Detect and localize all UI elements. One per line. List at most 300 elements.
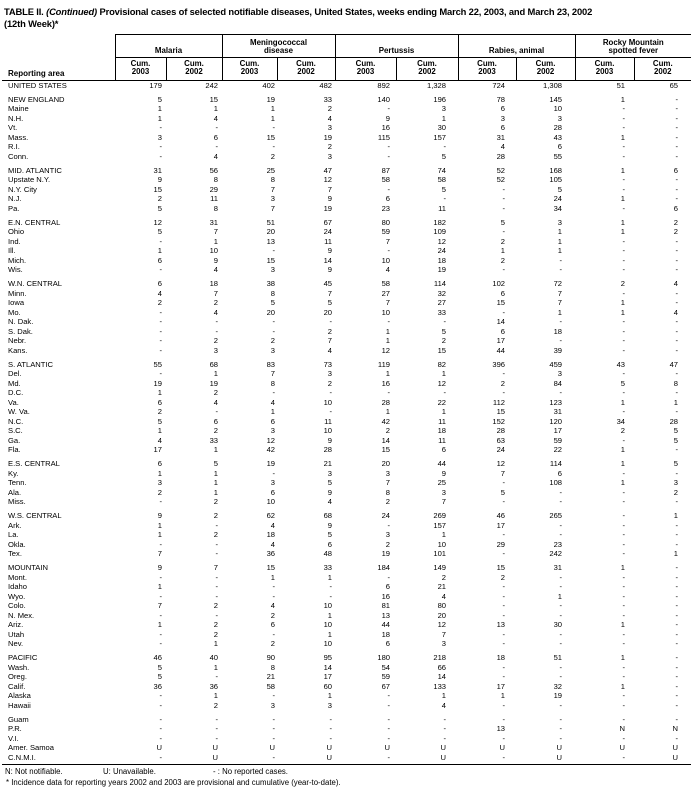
value-cell: 6 <box>500 123 506 133</box>
value-cell: - <box>559 336 563 346</box>
value-cell: 43 <box>616 359 626 369</box>
value-cell: 8 <box>213 203 219 213</box>
reporting-area-cell: Mass. <box>8 132 29 142</box>
value-cell: 56 <box>209 165 219 175</box>
value-cell: 7 <box>213 227 219 237</box>
value-cell: 1 <box>213 236 219 246</box>
value-cell: 3 <box>270 426 276 436</box>
value-cell: - <box>215 549 219 559</box>
value-cell: 7 <box>157 549 162 559</box>
table-row <box>2 682 691 692</box>
value-cell: - <box>622 639 626 649</box>
value-cell: 114 <box>433 279 447 289</box>
value-cell: 11 <box>438 416 447 426</box>
value-cell: 19 <box>437 265 447 275</box>
value-cell: - <box>387 184 391 194</box>
reporting-area-cell: Del. <box>8 369 22 379</box>
value-cell: 30 <box>437 123 447 133</box>
value-cell: 8 <box>270 288 276 298</box>
value-cell: 1 <box>213 445 219 455</box>
reporting-area-cell: La. <box>8 530 19 540</box>
value-cell: 10 <box>323 639 333 649</box>
reporting-area-cell: Oreg. <box>8 672 27 682</box>
value-cell: 15 <box>496 563 506 573</box>
value-cell: 8 <box>270 662 276 672</box>
value-cell: U <box>672 752 679 762</box>
value-cell: - <box>272 582 276 592</box>
value-cell: 9 <box>157 563 162 573</box>
value-cell: - <box>159 326 162 336</box>
value-cell: 28 <box>496 426 506 436</box>
value-cell: 14 <box>437 672 447 682</box>
value-cell: 19 <box>381 549 391 559</box>
value-cell: 19 <box>266 94 276 104</box>
value-cell: 1 <box>620 681 626 691</box>
value-cell: 12 <box>153 217 162 227</box>
header-text-line: Cum. <box>535 59 556 68</box>
header-text-line: Cum. <box>184 59 204 68</box>
value-cell: 68 <box>209 359 219 369</box>
value-cell: 1 <box>673 511 679 521</box>
value-cell: U <box>326 752 333 762</box>
table-row <box>2 369 691 379</box>
reporting-area-cell: Ind. <box>8 236 21 246</box>
value-cell: 8 <box>213 175 219 185</box>
value-cell: 4 <box>213 151 219 161</box>
value-cell: 242 <box>205 80 219 90</box>
table-row <box>2 611 691 621</box>
value-cell: 1 <box>385 407 391 417</box>
value-cell: 5 <box>673 426 679 436</box>
value-cell: - <box>215 610 219 620</box>
value-cell: - <box>622 407 626 417</box>
reporting-area-cell: N.H. <box>8 113 24 123</box>
value-cell: 1 <box>620 620 626 630</box>
column-group-header <box>458 35 575 58</box>
value-cell: - <box>675 530 679 540</box>
value-cell: - <box>559 265 563 275</box>
value-cell: 119 <box>377 359 391 369</box>
value-cell: 18 <box>209 279 219 289</box>
header-text-line: 2002 <box>297 67 315 77</box>
value-cell: - <box>159 142 162 152</box>
value-cell: 55 <box>153 359 162 369</box>
value-cell: - <box>387 714 391 724</box>
table-row <box>2 701 691 711</box>
value-cell: 6 <box>327 539 333 549</box>
value-cell: 3 <box>270 478 276 488</box>
value-cell: 265 <box>549 511 563 521</box>
value-cell: 2 <box>385 497 391 507</box>
value-cell: 31 <box>553 407 563 417</box>
value-cell: 1 <box>500 246 506 256</box>
value-cell: 6 <box>213 416 219 426</box>
value-cell: 168 <box>549 165 563 175</box>
value-cell: 1 <box>213 369 219 379</box>
value-cell: 7 <box>327 288 333 298</box>
value-cell: 51 <box>553 653 563 663</box>
value-cell: 84 <box>553 378 563 388</box>
table-row <box>2 743 691 753</box>
value-cell: 112 <box>492 397 506 407</box>
value-cell: 42 <box>381 416 391 426</box>
value-cell: - <box>622 246 626 256</box>
value-cell: 12 <box>496 459 506 469</box>
reporting-area-cell: UNITED STATES <box>8 80 67 90</box>
value-cell: 18 <box>496 653 506 663</box>
reporting-area-cell: Amer. Samoa <box>8 743 55 753</box>
value-cell: - <box>387 142 391 152</box>
value-cell: - <box>675 317 679 327</box>
value-cell: 1 <box>213 662 219 672</box>
value-cell: 59 <box>553 435 563 445</box>
reporting-area-cell: Okla. <box>8 539 26 549</box>
value-cell: 21 <box>323 459 333 469</box>
value-cell: 19 <box>323 203 333 213</box>
value-cell: 2 <box>673 227 679 237</box>
value-cell: 95 <box>323 653 333 663</box>
value-cell: - <box>329 724 333 734</box>
value-cell: - <box>159 700 162 710</box>
value-cell: 7 <box>270 369 276 379</box>
value-cell: 67 <box>381 681 391 691</box>
value-cell: - <box>622 539 626 549</box>
value-cell: 1 <box>441 530 447 540</box>
value-cell: - <box>622 142 626 152</box>
value-cell: 1 <box>620 563 626 573</box>
value-cell: - <box>675 700 679 710</box>
value-cell: 58 <box>437 175 447 185</box>
value-cell: 10 <box>266 497 276 507</box>
value-cell: 10 <box>323 601 333 611</box>
table-row <box>2 237 691 247</box>
reporting-area-cell: Wash. <box>8 662 30 672</box>
value-cell: - <box>622 123 626 133</box>
value-cell: 1 <box>327 691 333 701</box>
value-cell: 2 <box>213 629 219 639</box>
value-cell: - <box>159 317 162 327</box>
value-cell: - <box>272 468 276 478</box>
reporting-area-cell: W. Va. <box>8 407 30 417</box>
value-cell: - <box>559 520 563 530</box>
value-cell: 80 <box>437 601 447 611</box>
value-cell: - <box>159 639 162 649</box>
legend-not-notifiable: N: Not notifiable. <box>5 767 63 777</box>
value-cell: 10 <box>209 246 219 256</box>
value-cell: - <box>559 662 563 672</box>
value-cell: - <box>502 662 506 672</box>
table-row <box>2 530 691 540</box>
value-cell: - <box>622 662 626 672</box>
table-row <box>2 417 691 427</box>
value-cell: 5 <box>557 184 563 194</box>
value-cell: 58 <box>266 681 276 691</box>
value-cell: 9 <box>157 175 162 185</box>
value-cell: 21 <box>437 582 447 592</box>
value-cell: - <box>622 691 626 701</box>
value-cell: 74 <box>437 165 447 175</box>
value-cell: - <box>559 629 563 639</box>
value-cell: - <box>559 639 563 649</box>
reporting-area-cell: S. ATLANTIC <box>8 359 54 369</box>
table-row <box>2 133 691 143</box>
value-cell: 6 <box>270 487 276 497</box>
value-cell: 2 <box>213 530 219 540</box>
value-cell: 59 <box>381 227 391 237</box>
value-cell: 133 <box>433 681 447 691</box>
value-cell: 4 <box>213 265 219 275</box>
value-cell: 6 <box>673 165 679 175</box>
reporting-area-cell: V.I. <box>8 733 19 743</box>
value-cell: 3 <box>385 468 391 478</box>
table-title-label: TABLE II. <box>4 6 44 17</box>
value-cell: 10 <box>381 307 391 317</box>
reporting-area-cell: Guam <box>8 714 29 724</box>
value-cell: 14 <box>323 255 333 265</box>
value-cell: 6 <box>500 326 506 336</box>
header-text-line: 2003 <box>131 67 150 77</box>
value-cell: 1 <box>620 459 626 469</box>
value-cell: 10 <box>323 620 333 630</box>
reporting-area-cell: P.R. <box>8 724 22 734</box>
value-cell: 5 <box>441 326 447 336</box>
value-cell: - <box>622 236 626 246</box>
reporting-area-cell: Ky. <box>8 468 19 478</box>
table-row <box>2 308 691 318</box>
value-cell: - <box>559 733 563 743</box>
reporting-area-cell: Utah <box>8 629 25 639</box>
value-cell: 7 <box>500 468 506 478</box>
value-cell: - <box>622 549 626 559</box>
header-group-row <box>2 35 691 58</box>
value-cell: 1 <box>441 407 447 417</box>
table-row <box>2 227 691 237</box>
table-row <box>2 327 691 337</box>
value-cell: - <box>272 591 276 601</box>
footnote-incidence-note: * Incidence data for reporting years 2002 and 2003 are provisional and cumulative (year-to-date). <box>6 777 341 787</box>
value-cell: 4 <box>270 539 276 549</box>
header-text-line: 2003 <box>595 67 614 77</box>
value-cell: - <box>675 326 679 336</box>
table-row <box>2 360 691 370</box>
table-row <box>2 620 691 630</box>
subcolumn-header <box>575 58 634 81</box>
value-cell: - <box>622 700 626 710</box>
value-cell: 34 <box>553 203 563 213</box>
value-cell: 18 <box>266 530 276 540</box>
reporting-area-cell: S.C. <box>8 426 23 436</box>
reporting-area-cell: Pa. <box>8 203 20 213</box>
value-cell: 5 <box>441 184 447 194</box>
value-cell: - <box>502 582 506 592</box>
value-cell: U <box>672 743 679 753</box>
value-cell: U <box>440 743 447 753</box>
value-cell: - <box>502 497 506 507</box>
value-cell: - <box>622 388 626 398</box>
table-title-rest: Provisional cases of selected notifiable diseases, United States, weeks ending March 22, 2003, and March 23, 2002 <box>97 6 593 17</box>
reporting-area-cell: N. Dak. <box>8 317 34 327</box>
value-cell: - <box>675 681 679 691</box>
value-cell: 24 <box>496 445 506 455</box>
value-cell: 9 <box>157 511 162 521</box>
reporting-area-cell: Ohio <box>8 227 25 237</box>
value-cell: - <box>502 307 506 317</box>
value-cell: - <box>272 724 276 734</box>
value-cell: 2 <box>213 336 219 346</box>
value-cell: - <box>159 691 162 701</box>
value-cell: - <box>443 724 447 734</box>
value-cell: - <box>502 265 506 275</box>
table-row <box>2 511 691 521</box>
value-cell: 8 <box>385 487 391 497</box>
value-cell: 5 <box>441 151 447 161</box>
value-cell: 14 <box>323 662 333 672</box>
value-cell: 1 <box>500 691 506 701</box>
value-cell: 7 <box>557 288 563 298</box>
table-row <box>2 114 691 124</box>
value-cell: 87 <box>381 165 391 175</box>
value-cell: 12 <box>266 435 276 445</box>
value-cell: - <box>675 468 679 478</box>
value-cell: 44 <box>437 459 447 469</box>
header-text-line: 2003 <box>478 67 496 77</box>
value-cell: 8 <box>270 378 276 388</box>
table-row <box>2 123 691 133</box>
table-row <box>2 204 691 214</box>
value-cell: 32 <box>437 288 447 298</box>
value-cell: 15 <box>381 445 391 455</box>
table-row <box>2 298 691 308</box>
value-cell: - <box>159 307 162 317</box>
table-row <box>2 95 691 105</box>
value-cell: 17 <box>323 672 333 682</box>
value-cell: 31 <box>209 217 219 227</box>
table-row <box>2 256 691 266</box>
table-row <box>2 80 691 90</box>
table-row <box>2 142 691 152</box>
value-cell: 1 <box>213 468 219 478</box>
value-cell: 2 <box>213 426 219 436</box>
value-cell: - <box>502 184 506 194</box>
value-cell: 2 <box>620 426 626 436</box>
value-cell: - <box>159 539 162 549</box>
value-cell: 3 <box>441 639 447 649</box>
value-cell: 4 <box>441 591 447 601</box>
table-row <box>2 672 691 682</box>
value-cell: 1 <box>557 307 563 317</box>
value-cell: 1 <box>213 639 219 649</box>
value-cell: - <box>622 601 626 611</box>
value-cell: 59 <box>381 672 391 682</box>
table-row <box>2 715 691 725</box>
value-cell: 5 <box>500 217 506 227</box>
value-cell: - <box>675 639 679 649</box>
table-title-line2: (12th Week)* <box>4 17 59 29</box>
value-cell: - <box>502 672 506 682</box>
value-cell: 7 <box>270 203 276 213</box>
value-cell: 11 <box>324 236 333 246</box>
value-cell: 1 <box>157 426 162 436</box>
value-cell: 9 <box>441 468 447 478</box>
value-cell: - <box>159 629 162 639</box>
value-cell: 2 <box>673 217 679 227</box>
table-row <box>2 592 691 602</box>
value-cell: 1 <box>620 298 626 308</box>
value-cell: 123 <box>549 397 563 407</box>
value-cell: 33 <box>209 435 219 445</box>
value-cell: 10 <box>437 539 447 549</box>
value-cell: - <box>329 591 333 601</box>
table-row <box>2 246 691 256</box>
reporting-area-cell: Tenn. <box>8 478 27 488</box>
value-cell: 10 <box>323 397 333 407</box>
reporting-area-cell: Va. <box>8 397 19 407</box>
value-cell: 10 <box>323 426 333 436</box>
value-cell: 3 <box>270 194 276 204</box>
value-cell: 1 <box>620 445 626 455</box>
table-row <box>2 734 691 744</box>
table-row <box>2 478 691 488</box>
reporting-area-cell: Alaska <box>8 691 31 701</box>
value-cell: 4 <box>157 288 162 298</box>
value-cell: - <box>329 582 333 592</box>
value-cell: 46 <box>496 511 506 521</box>
reporting-area-cell: Iowa <box>8 298 25 308</box>
value-cell: 20 <box>437 610 447 620</box>
value-cell: 38 <box>266 279 276 289</box>
value-cell: 892 <box>377 80 391 90</box>
table-row <box>2 194 691 204</box>
reporting-area-cell: MID. ATLANTIC <box>8 165 62 175</box>
value-cell: 19 <box>153 378 162 388</box>
value-cell: - <box>159 497 162 507</box>
header-text-line: Cum. <box>239 59 260 68</box>
value-cell: 2 <box>213 700 219 710</box>
value-cell: - <box>622 104 626 114</box>
value-cell: 42 <box>266 445 276 455</box>
value-cell: 45 <box>323 279 333 289</box>
value-cell: - <box>675 336 679 346</box>
value-cell: 2 <box>213 620 219 630</box>
value-cell: 1,308 <box>543 80 563 90</box>
value-cell: - <box>675 520 679 530</box>
value-cell: - <box>159 151 162 161</box>
value-cell: 5 <box>620 378 626 388</box>
value-cell: 2 <box>500 255 506 265</box>
value-cell: - <box>387 151 391 161</box>
value-cell: 3 <box>385 530 391 540</box>
value-cell: 44 <box>496 345 506 355</box>
header-text-line: 2003 <box>240 67 259 77</box>
value-cell: - <box>215 142 219 152</box>
value-cell: - <box>675 194 679 204</box>
header-text-line: 2002 <box>654 67 672 77</box>
value-cell: - <box>622 265 626 275</box>
reporting-area-cell: Minn. <box>8 288 27 298</box>
value-cell: - <box>559 530 563 540</box>
value-cell: 4 <box>327 113 333 123</box>
value-cell: 2 <box>157 487 162 497</box>
reporting-area-cell: Ga. <box>8 435 21 445</box>
value-cell: 1 <box>385 336 391 346</box>
value-cell: 2 <box>270 610 276 620</box>
value-cell: - <box>675 184 679 194</box>
value-cell: 20 <box>381 459 391 469</box>
header-text-line: Malaria <box>154 46 183 56</box>
column-group-header <box>335 35 458 58</box>
value-cell: 20 <box>266 307 276 317</box>
value-cell: 27 <box>437 298 447 308</box>
